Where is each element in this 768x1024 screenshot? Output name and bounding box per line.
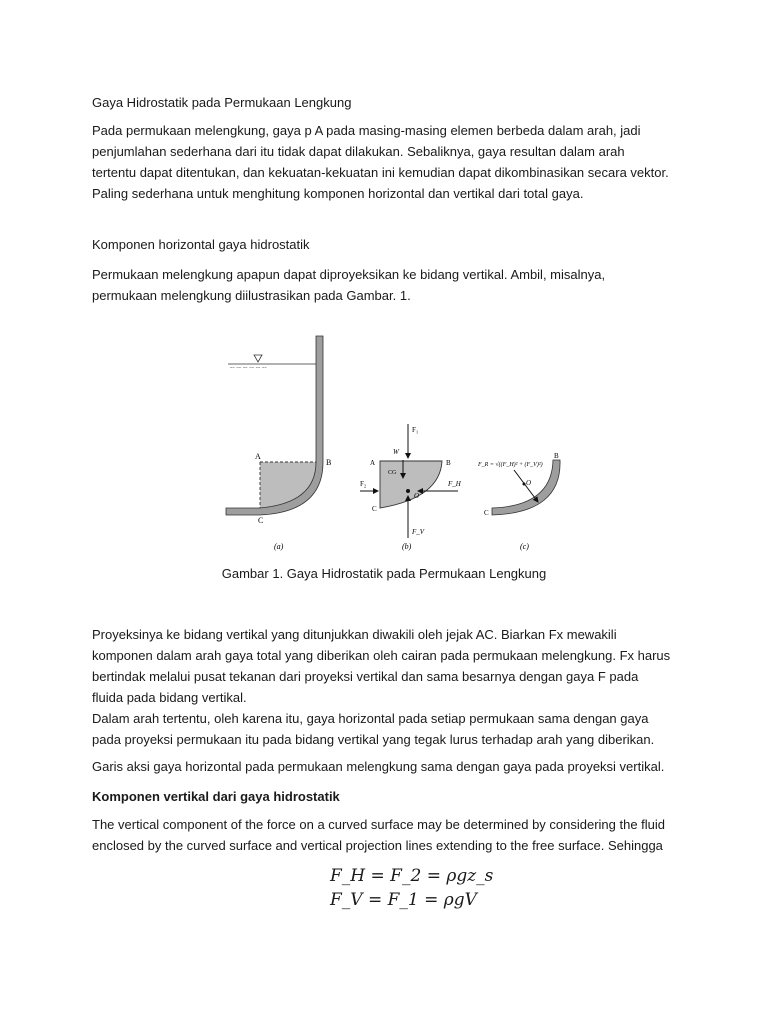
paragraph-projection: Permukaan melengkung apapun dapat diproyeksikan ke bidang vertikal. Ambil, misalnya, permukaan melengkung diilustrasikan pada Gambar. 1. bbox=[92, 267, 606, 303]
label-b-c: B bbox=[554, 452, 559, 460]
label-a-b: A bbox=[370, 459, 376, 467]
paragraph-intro: Pada permukaan melengkung, gaya p A pada masing-masing elemen berbeda dalam arah, jadi penjumlahan sederhana dari itu tidak dapat dilakukan. Sebaliknya, gaya resultan dalam arah tertentu dapat ditentukan, dan kekuatan-kekuatan ini kemudian dapat dikombinasikan secara vektor. Paling sederhana untuk menghitung komponen horizontal dan vertikal dari total gaya. bbox=[92, 123, 669, 201]
label-o-c: O bbox=[526, 479, 532, 487]
paragraph-line-of-action: Garis aksi gaya horizontal pada permukaan melengkung sama dengan gaya pada proyeksi vertikal. bbox=[92, 759, 665, 774]
panel-c bbox=[477, 452, 560, 551]
label-c: C bbox=[258, 516, 264, 525]
label-cg: CG bbox=[388, 470, 397, 476]
section-title: Gaya Hidrostatik pada Permukaan Lengkung bbox=[92, 95, 352, 110]
label-a: A bbox=[255, 452, 261, 461]
free-surface-icon bbox=[254, 355, 262, 362]
panel-c-label: (c) bbox=[520, 542, 529, 551]
label-c-b: C bbox=[372, 505, 377, 513]
paragraph-direction: Dalam arah tertentu, oleh karena itu, gaya horizontal pada setiap permukaan sama dengan gaya pada proyeksi permukaan itu pada bidang vertikal yang tegak lurus terhadap arah yang diberikan. bbox=[92, 711, 655, 747]
label-f1: F₁ bbox=[412, 426, 419, 434]
paragraph-fx: Proyeksinya ke bidang vertikal yang ditunjukkan diwakili oleh jejak AC. Biarkan Fx mewakili komponen dalam arah gaya total yang diberikan oleh cairan pada permukaan melengkung. Fx harus bertindak melalui pusat tekanan dari proyeksi vertikal dan sama besarnya dengan gaya F pada fluida pada bidang vertikal. bbox=[92, 627, 671, 705]
label-b-b: B bbox=[446, 459, 451, 467]
label-fh: F_H bbox=[448, 480, 461, 488]
heading-horizontal-component: Komponen horizontal gaya hidrostatik bbox=[92, 237, 310, 252]
heading-vertical-component: Komponen vertikal dari gaya hidrostatik bbox=[92, 789, 340, 804]
label-fv: F_V bbox=[412, 528, 425, 536]
figure-curved-surface bbox=[220, 328, 580, 558]
panel-a bbox=[226, 336, 331, 551]
panel-b-label: (b) bbox=[402, 542, 412, 551]
figure-caption: Gambar 1. Gaya Hidrostatik pada Permukaan Lengkung bbox=[221, 566, 547, 581]
equation-fv: F_V = F_1 = ρgV bbox=[330, 890, 477, 910]
panel-b bbox=[360, 424, 462, 551]
svg-text:˘˘ ˘˘ ˘˘ ˘˘ ˘˘ ˘˘: ˘˘ ˘˘ ˘˘ ˘˘ ˘˘ ˘˘ bbox=[230, 366, 267, 374]
equation-fh: F_H = F_2 = ρgz_s bbox=[330, 866, 494, 886]
label-f2: F₂ bbox=[360, 480, 367, 488]
paragraph-vertical: The vertical component of the force on a curved surface may be determined by considering the fluid enclosed by the curved surface and vertical projection lines extending to the free surface. Sehingga bbox=[92, 817, 666, 853]
label-fr: F_R = √((F_H)² + (F_V)²) bbox=[478, 462, 543, 468]
label-o-b: O bbox=[414, 492, 420, 500]
label-w: W bbox=[393, 448, 399, 456]
label-b: B bbox=[326, 458, 332, 467]
label-c-c: C bbox=[484, 509, 489, 517]
panel-a-label: (a) bbox=[274, 542, 284, 551]
